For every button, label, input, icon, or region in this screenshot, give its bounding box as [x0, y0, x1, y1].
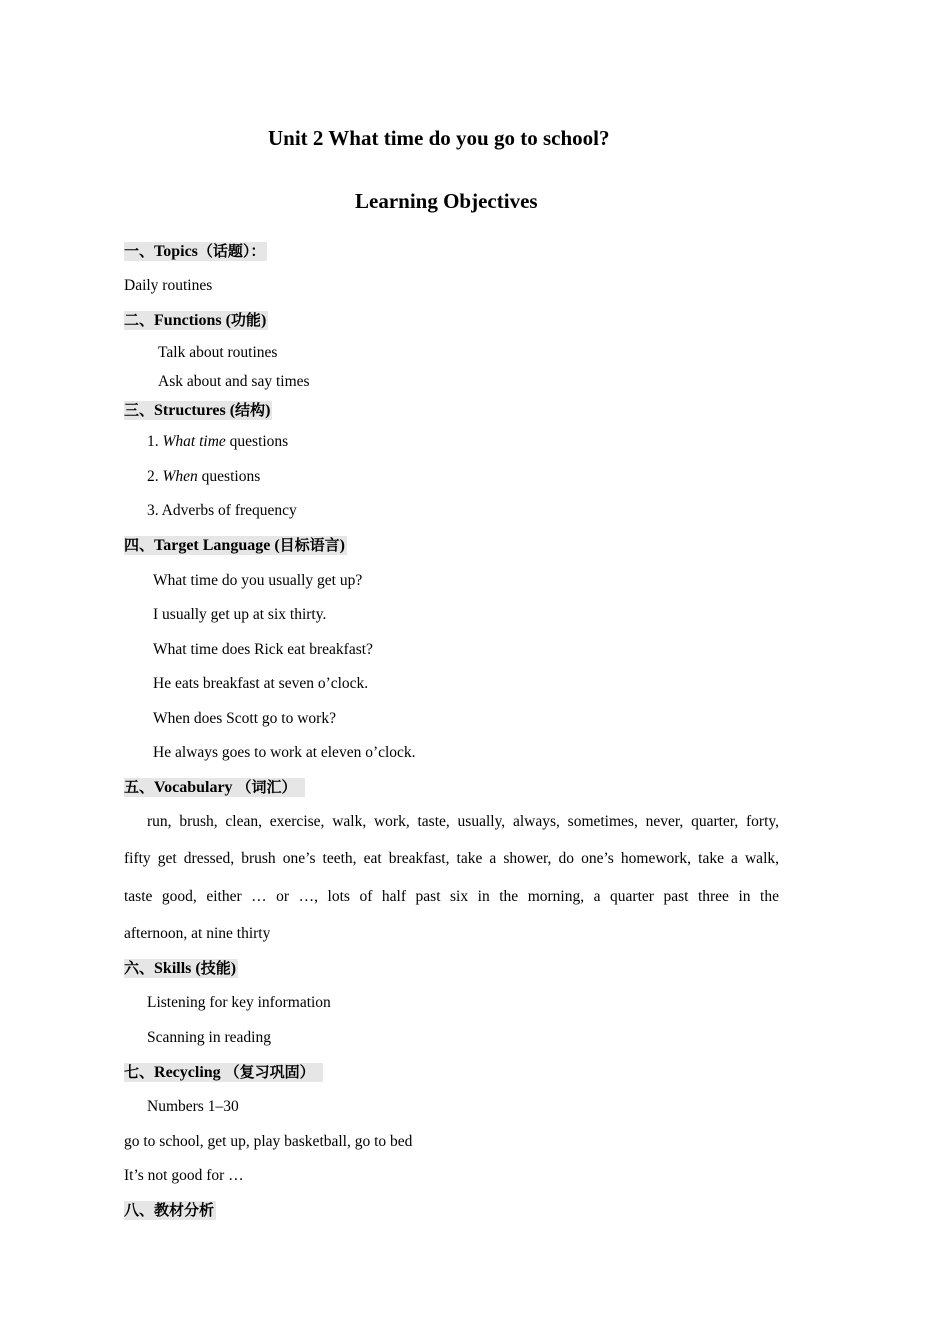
section-heading-analysis: 八、教材分析	[124, 1201, 215, 1219]
skills-item: Scanning in reading	[147, 1029, 271, 1046]
section-heading-functions: 二、Functions (功能)	[124, 311, 267, 329]
target-language-item: I usually get up at six thirty.	[153, 606, 327, 623]
vocabulary-line: run, brush, clean, exercise, walk, work, taste, usually, always, sometimes, never, quarter, forty,	[147, 813, 779, 830]
target-language-item: He always goes to work at eleven o’clock.	[153, 744, 416, 761]
page-subtitle: Learning Objectives	[355, 189, 538, 213]
section-heading-structures: 三、Structures (结构)	[124, 401, 271, 419]
section-heading-target-language: 四、Target Language (目标语言)	[124, 536, 345, 554]
functions-item: Talk about routines	[158, 344, 278, 361]
section-heading-vocabulary: 五、Vocabulary （词汇）	[124, 778, 305, 797]
target-language-item: When does Scott go to work?	[153, 710, 336, 727]
recycling-item: It’s not good for …	[124, 1167, 244, 1184]
target-language-item: What time do you usually get up?	[153, 572, 363, 589]
section-heading-topics: 一、Topics（话题）：	[124, 242, 266, 260]
topics-item: Daily routines	[124, 277, 213, 294]
target-language-item: What time does Rick eat breakfast?	[153, 641, 373, 658]
page-title: Unit 2 What time do you go to school?	[268, 126, 610, 150]
section-heading-recycling: 七、Recycling （复习巩固）	[124, 1063, 323, 1082]
section-heading-skills: 六、Skills (技能)	[124, 959, 237, 977]
recycling-item: go to school, get up, play basketball, go to bed	[124, 1133, 413, 1150]
vocabulary-line: taste good, either … or …, lots of half past six in the morning, a quarter past three in the	[124, 887, 779, 905]
functions-item: Ask about and say times	[158, 373, 310, 390]
structures-item: 1. What time questions	[147, 433, 289, 450]
recycling-item: Numbers 1–30	[147, 1098, 239, 1115]
target-language-item: He eats breakfast at seven o’clock.	[153, 675, 369, 692]
skills-item: Listening for key information	[147, 994, 331, 1011]
structures-item: 3. Adverbs of frequency	[147, 502, 297, 519]
vocabulary-line: fifty get dressed, brush one’s teeth, eat breakfast, take a shower, do one’s homework, take a walk,	[124, 850, 779, 868]
vocabulary-paragraph	[124, 803, 779, 952]
structures-item: 2. When questions	[147, 468, 261, 485]
vocabulary-line: afternoon, at nine thirty	[124, 924, 271, 942]
